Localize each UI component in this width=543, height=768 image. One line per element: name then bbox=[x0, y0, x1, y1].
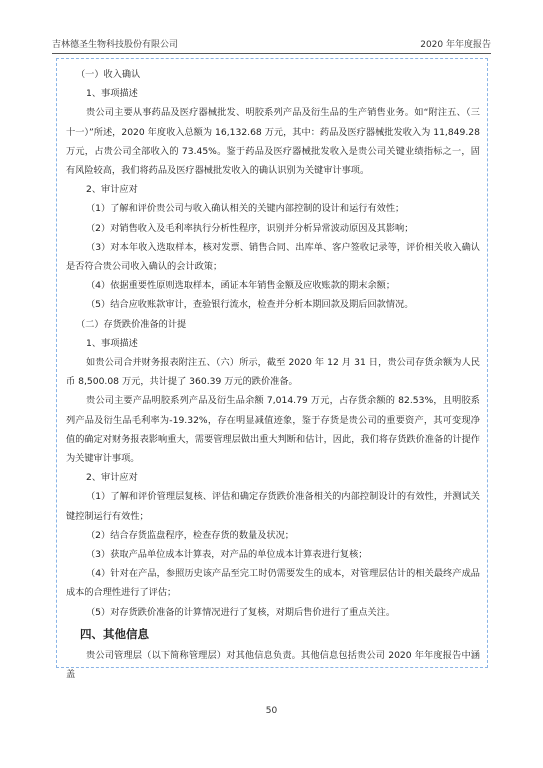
inventory-response-item: （5）对存货跌价准备的计算情况进行了复核，对期后售价进行了重点关注。 bbox=[86, 606, 396, 618]
inventory-response-heading: 2、审计应对 bbox=[86, 472, 138, 484]
page-header bbox=[52, 38, 491, 52]
report-title: 2020 年年度报告 bbox=[420, 40, 491, 50]
page-content bbox=[66, 65, 480, 684]
revenue-matter-text: 贵公司主要从事药品及医疗器械批发、明胶系列产品及衍生品的生产销售业务。如“附注五、（三十一）”所述，2020 年度收入总额为 16,132.68 万元，其中：药品及医疗器械批发收入为 11,849.28 万元，占贵公司全部收入的 73.45%。鉴于药品及医疗器械批发收入是贵公司关键业绩指标之一，固有风险较高，我们将药品及医疗器械批发收入的确认识别为关键审计事项。 bbox=[66, 107, 480, 177]
inventory-response-item: （2）结合存货监盘程序，检查存货的数量及状况； bbox=[86, 529, 294, 541]
revenue-matter-heading: 1、事项描述 bbox=[86, 88, 138, 100]
inventory-matter-heading: 1、事项描述 bbox=[86, 337, 138, 349]
page-number: 50 bbox=[265, 706, 278, 716]
revenue-response-item: （1）了解和评价贵公司与收入确认相关的关键内部控制的设计和运行有效性； bbox=[86, 203, 405, 215]
section-title-revenue: （一）收入确认 bbox=[76, 69, 141, 80]
inventory-matter-text-1: 如贵公司合并财务报表附注五、（六）所示，截至 2020 年 12 月 31 日，贵公司存货余额为人民币 8,500.08 万元，共计提了 360.39 万元的跌价准备。 bbox=[66, 357, 480, 388]
section-title-other-info: 四、其他信息 bbox=[80, 626, 149, 641]
revenue-response-heading: 2、审计应对 bbox=[86, 184, 138, 196]
other-info-text: 贵公司管理层（以下简称管理层）对其他信息负责。其他信息包括贵公司 2020 年年度报告中涵盖 bbox=[66, 649, 480, 681]
inventory-response-item: （4）针对在产品，参照历史该产品至完工时仍需要发生的成本，对管理层估计的相关最终产成品成本的合理性进行了评估； bbox=[66, 568, 480, 599]
revenue-response-item: （2）对销售收入及毛利率执行分析性程序，识别并分析异常波动原因及其影响； bbox=[86, 222, 414, 234]
inventory-response-item: （3）获取产品单位成本计算表，对产品的单位成本计算表进行复核； bbox=[86, 549, 368, 561]
inventory-matter-text-2: 贵公司主要产品明胶系列产品及衍生品余额 7,014.79 万元，占存货余额的 82.53%，且明胶系列产品及衍生品毛利率为-19.32%，存在明显减值迹象，鉴于存货是贵公司的重要资产，其可变现净值的确定对财务报表影响重大，需要管理层做出重大判断和估计，因此，我们将存货跌价准备的计提作为关键审计事项。 bbox=[66, 395, 480, 465]
inventory-response-item: （1）了解和评价管理层复核、评估和确定存货跌价准备相关的内部控制设计的有效性，并测试关键控制运行有效性； bbox=[66, 491, 480, 522]
header-divider bbox=[52, 53, 491, 54]
revenue-response-item: （5）结合应收账款审计，查验银行流水，检查并分析本期回款及期后回款情况。 bbox=[86, 299, 414, 311]
section-title-inventory: （二）存货跌价准备的计提 bbox=[76, 318, 187, 330]
revenue-response-item: （4）依据重要性原则选取样本，函证本年销售金额及应收账款的期末余额； bbox=[86, 280, 396, 292]
revenue-response-item: （3）对本年收入选取样本，核对发票、销售合同、出库单、客户签收记录等，评价相关收入确认是否符合贵公司收入确认的会计政策； bbox=[66, 241, 480, 273]
company-name: 吉林德圣生物科技股份有限公司 bbox=[52, 40, 179, 50]
